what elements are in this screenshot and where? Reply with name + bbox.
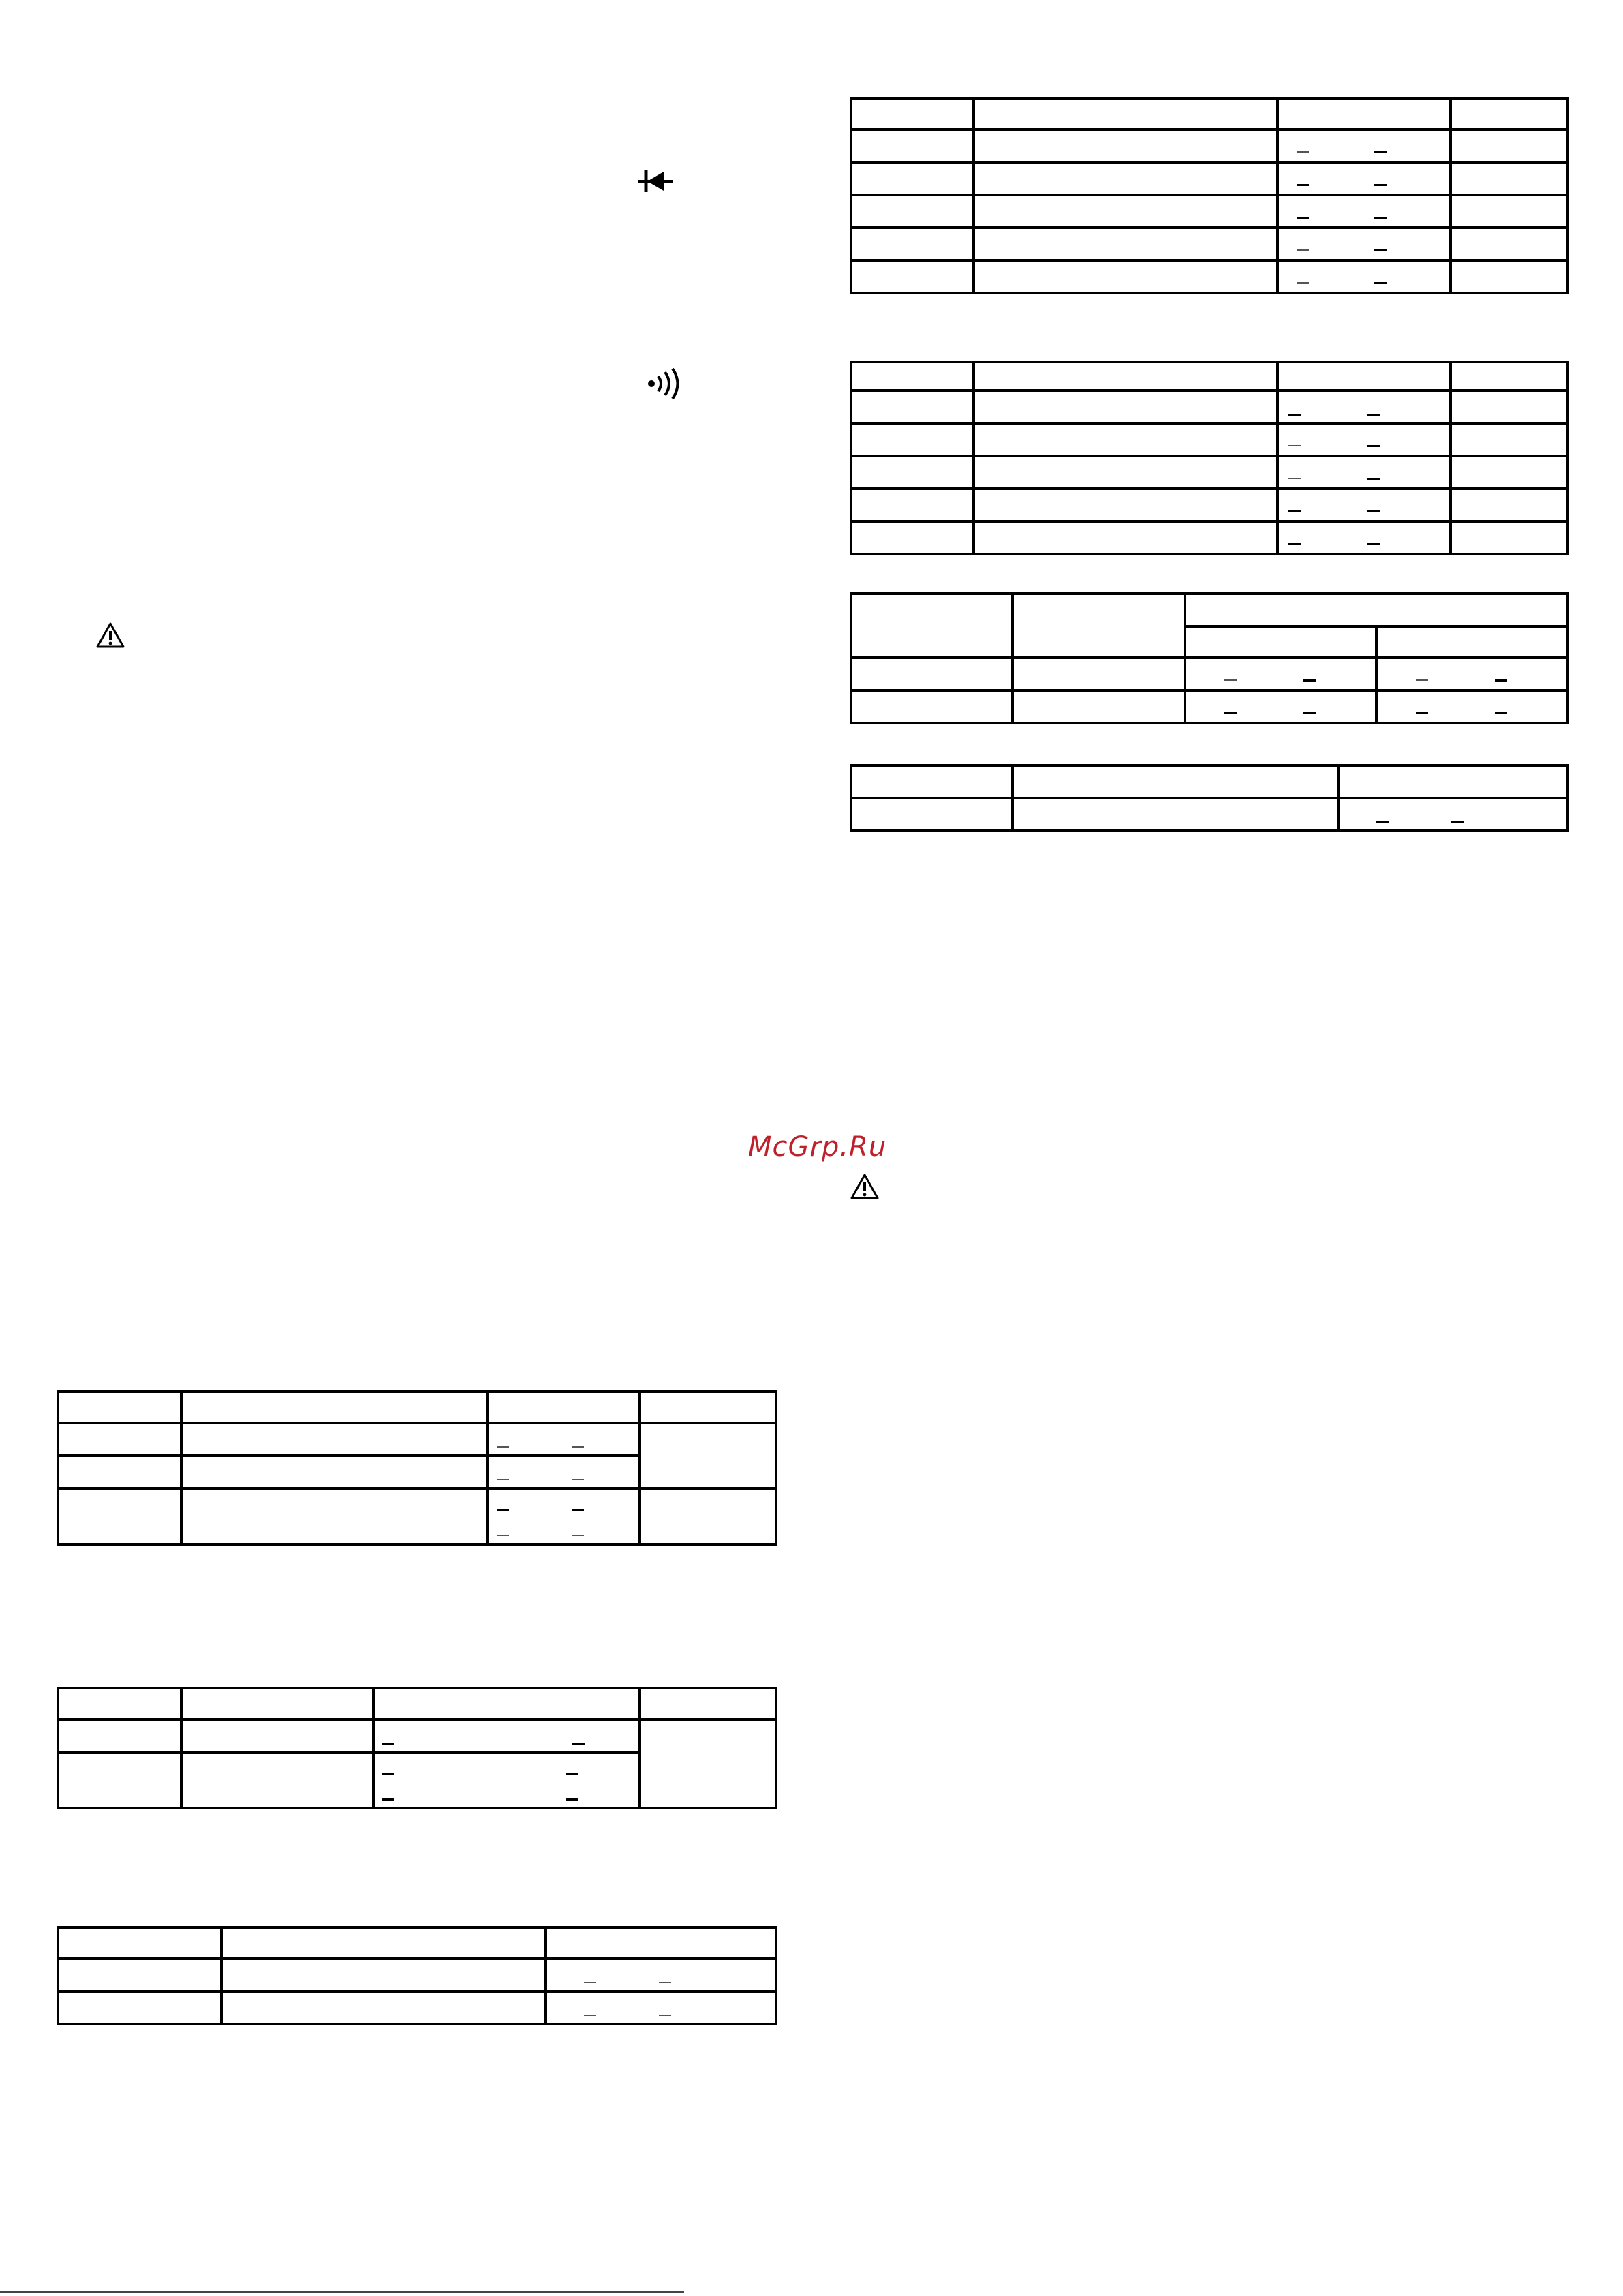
warning-triangle-icon	[95, 622, 125, 652]
table-header-row	[851, 362, 1568, 391]
table-row	[851, 162, 1568, 195]
brand-watermark: McGrp.Ru	[748, 1131, 887, 1163]
table-row	[851, 195, 1568, 228]
table-row	[851, 260, 1568, 293]
table-row	[851, 423, 1568, 456]
table-row	[851, 129, 1568, 162]
table-row	[851, 690, 1568, 723]
table-header-row	[851, 765, 1568, 798]
table-row	[851, 456, 1568, 489]
spec-table	[850, 361, 1569, 555]
table-row	[851, 798, 1568, 831]
table-row	[58, 1488, 776, 1544]
footer-divider	[0, 2291, 684, 2293]
table-row	[851, 391, 1568, 423]
table-row	[58, 1719, 776, 1752]
continuity-beeper-icon	[647, 368, 685, 402]
table-row	[58, 1959, 776, 1991]
spec-table	[850, 764, 1569, 832]
spec-table	[850, 97, 1569, 294]
table-header-row	[851, 594, 1568, 626]
table-row	[851, 489, 1568, 521]
spec-table	[57, 1390, 777, 1546]
table-header-row	[58, 1927, 776, 1959]
diode-icon	[636, 168, 675, 198]
spec-table	[57, 1926, 777, 2025]
table-row	[851, 521, 1568, 554]
table-header-row	[851, 98, 1568, 129]
table-row	[58, 1991, 776, 2024]
spec-table	[57, 1687, 777, 1809]
table-row	[851, 228, 1568, 260]
spec-table	[850, 592, 1569, 724]
table-row	[58, 1423, 776, 1456]
table-row	[851, 658, 1568, 690]
table-header-row	[58, 1688, 776, 1719]
warning-triangle-icon	[850, 1173, 880, 1203]
table-header-row	[58, 1392, 776, 1423]
